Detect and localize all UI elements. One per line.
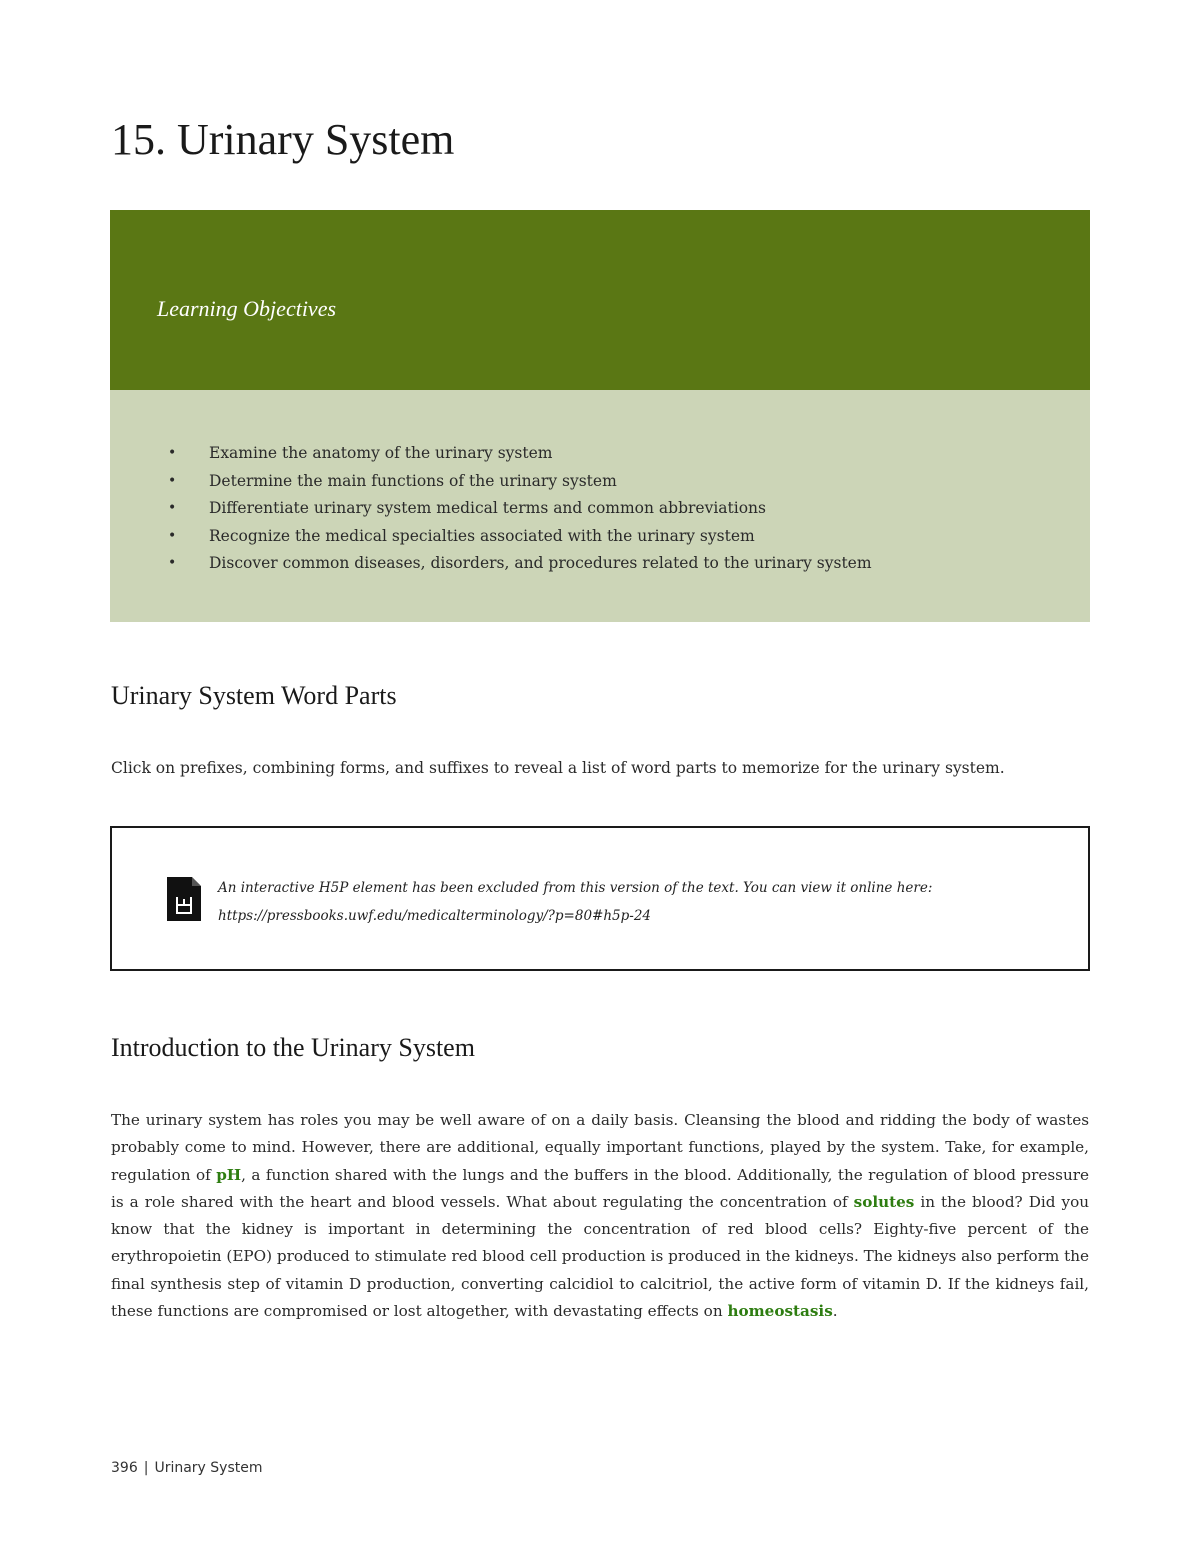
learning-objectives-header	[110, 210, 1090, 390]
learning-objective-text: Determine the main functions of the urinary system	[209, 471, 617, 490]
glossary-term-ph[interactable]: pH	[216, 1165, 242, 1184]
introduction-text: , a function shared with the lungs and the buffers in the blood. Additionally, the regulation of blood pressure is a role shared with the heart and blood vessels. What about regulating the concentration of	[111, 1165, 1089, 1211]
introduction-paragraph	[111, 1107, 1089, 1325]
h5p-notice-message: An interactive H5P element has been excluded from this version of the text. You can view it online here:	[218, 880, 933, 896]
glossary-term-solutes[interactable]: solutes	[853, 1192, 915, 1211]
introduction-text: The urinary system has roles you may be well aware of on a daily basis. Cleansing the blood and ridding the body of wastes probably come to mind. However, there are additional, equally important functions, played by the system. Take, for example, regulation of	[111, 1111, 1089, 1184]
introduction-text: .	[832, 1302, 838, 1321]
learning-objective-item	[168, 468, 872, 496]
word-parts-heading: Urinary System Word Parts	[111, 681, 397, 710]
bullet-icon: •	[168, 472, 177, 489]
bullet-icon: •	[168, 445, 177, 461]
footer-separator: |	[143, 1460, 149, 1476]
word-parts-instruction: Click on prefixes, combining forms, and suffixes to reveal a list of word parts to memorize for the urinary system.	[111, 759, 1005, 777]
page-footer	[111, 1460, 263, 1476]
introduction-text: in the blood? Did you know that the kidney is important in determining the concentration of red blood cells? Eighty-five percent of the erythropoietin (EPO) produced to stimulate red blood cell production is produced in the kidneys. The kidneys also perform the final synthesis step of vitamin D production, converting calcidiol to calcitriol, the active form of vitamin D. If the kidneys fail, these functions are compromised or lost altogether, with devastating effects on	[111, 1192, 1089, 1321]
learning-objective-text: Recognize the medical specialties associated with the urinary system	[209, 526, 755, 545]
learning-objective-text: Examine the anatomy of the urinary system	[209, 444, 553, 462]
h5p-excluded-notice	[110, 826, 1090, 971]
learning-objectives-body	[110, 390, 1090, 622]
learning-objective-item	[168, 550, 872, 578]
bullet-icon: •	[168, 555, 177, 571]
learning-objectives-list	[168, 440, 872, 578]
bullet-icon: •	[168, 500, 177, 516]
learning-objective-item	[168, 440, 872, 468]
h5p-document-icon	[167, 877, 201, 921]
glossary-term-homeostasis[interactable]: homeostasis	[727, 1302, 833, 1321]
chapter-title: 15. Urinary System	[111, 115, 455, 164]
page-number: 396	[111, 1460, 138, 1476]
h5p-notice-text	[218, 874, 932, 930]
learning-objective-item	[168, 523, 872, 551]
bullet-icon: •	[168, 527, 177, 544]
introduction-heading: Introduction to the Urinary System	[111, 1033, 475, 1062]
learning-objective-text: Discover common diseases, disorders, and procedures related to the urinary system	[209, 554, 872, 572]
learning-objectives-box	[110, 210, 1090, 622]
h5p-notice-link[interactable]: https://pressbooks.uwf.edu/medicalterminology/?p=80#h5p-24	[218, 908, 652, 924]
footer-section-title: Urinary System	[154, 1460, 263, 1476]
learning-objectives-title: Learning Objectives	[157, 296, 337, 321]
learning-objective-item	[168, 495, 872, 523]
learning-objective-text: Differentiate urinary system medical terms and common abbreviations	[209, 499, 766, 517]
